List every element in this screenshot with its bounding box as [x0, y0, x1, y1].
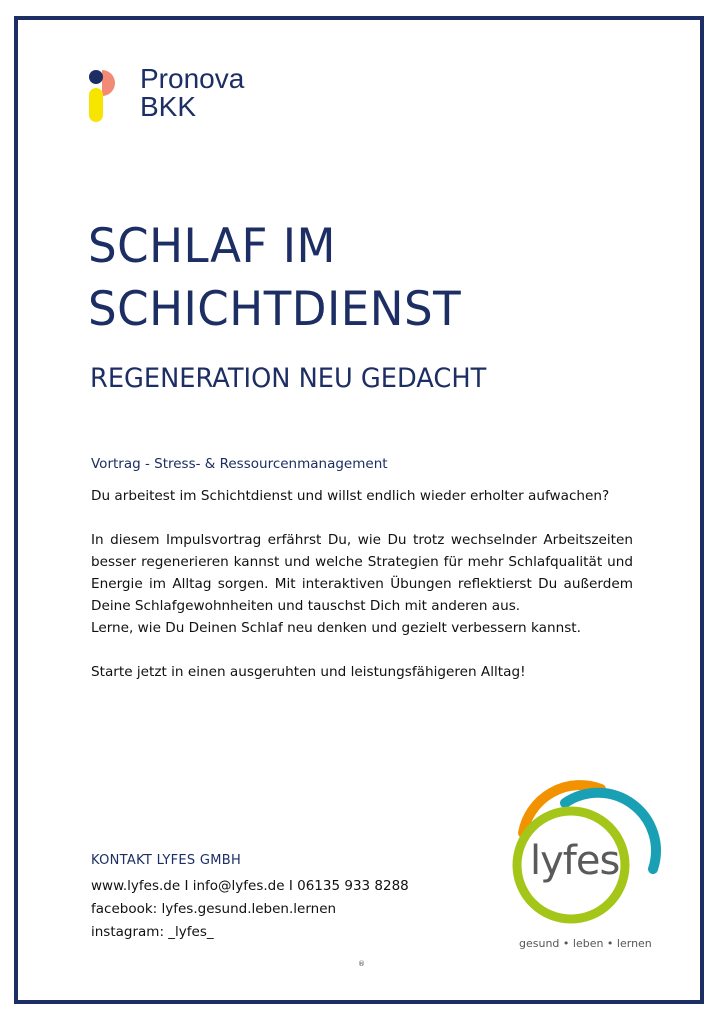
intro-question: Du arbeitest im Schichtdienst und willst endlich wieder erholter aufwachen? [91, 488, 610, 504]
logo-navy-dot [89, 70, 103, 84]
contact-instagram[interactable]: instagram: _lyfes_ [91, 924, 214, 940]
logo-coral-shape [102, 70, 115, 96]
registered-mark: ® [358, 960, 365, 968]
section-label: Vortrag - Stress- & Ressourcenmanagement [91, 456, 388, 472]
lyfes-tagline: gesund • leben • lernen [519, 937, 652, 950]
title-line1: SCHLAF IM [88, 219, 336, 274]
brand-name-line1: Pronova [140, 63, 245, 94]
page-subtitle: REGENERATION NEU GEDACHT [90, 363, 487, 394]
pronova-wordmark [140, 65, 244, 121]
contact-web-mail-phone[interactable]: www.lyfes.de I info@lyfes.de I 06135 933 8288 [91, 878, 409, 894]
closing-line: Starte jetzt in einen ausgeruhten und leistungsfähigeren Alltag! [91, 664, 526, 680]
main-paragraph: In diesem Impulsvortrag erfährst Du, wie Du trotz wechselnder Arbeitszeiten besser regenerieren kannst und welche Strategien für mehr Schlafqualität und Energie im Alltag sorgen. Mit interaktiven Übungen reflektierst Du außerdem Deine Schlafgewohnheiten und tauschst Dich mit anderen aus. [91, 532, 633, 614]
contact-facebook[interactable]: facebook: lyfes.gesund.leben.lernen [91, 901, 337, 917]
page-title [88, 215, 461, 341]
logo-yellow-shape [89, 88, 103, 122]
body-text [91, 485, 633, 705]
contact-heading: KONTAKT LYFES GMBH [91, 853, 242, 868]
main-paragraph-end: Lerne, wie Du Deinen Schlaf neu denken und gezielt verbessern kannst. [91, 620, 581, 636]
brand-name-line2: BKK [140, 91, 197, 122]
contact-block [91, 875, 409, 944]
lyfes-wordmark: lyfes [530, 838, 620, 884]
title-line2: SCHICHTDIENST [88, 282, 462, 337]
pronova-logo-icon [86, 68, 130, 126]
